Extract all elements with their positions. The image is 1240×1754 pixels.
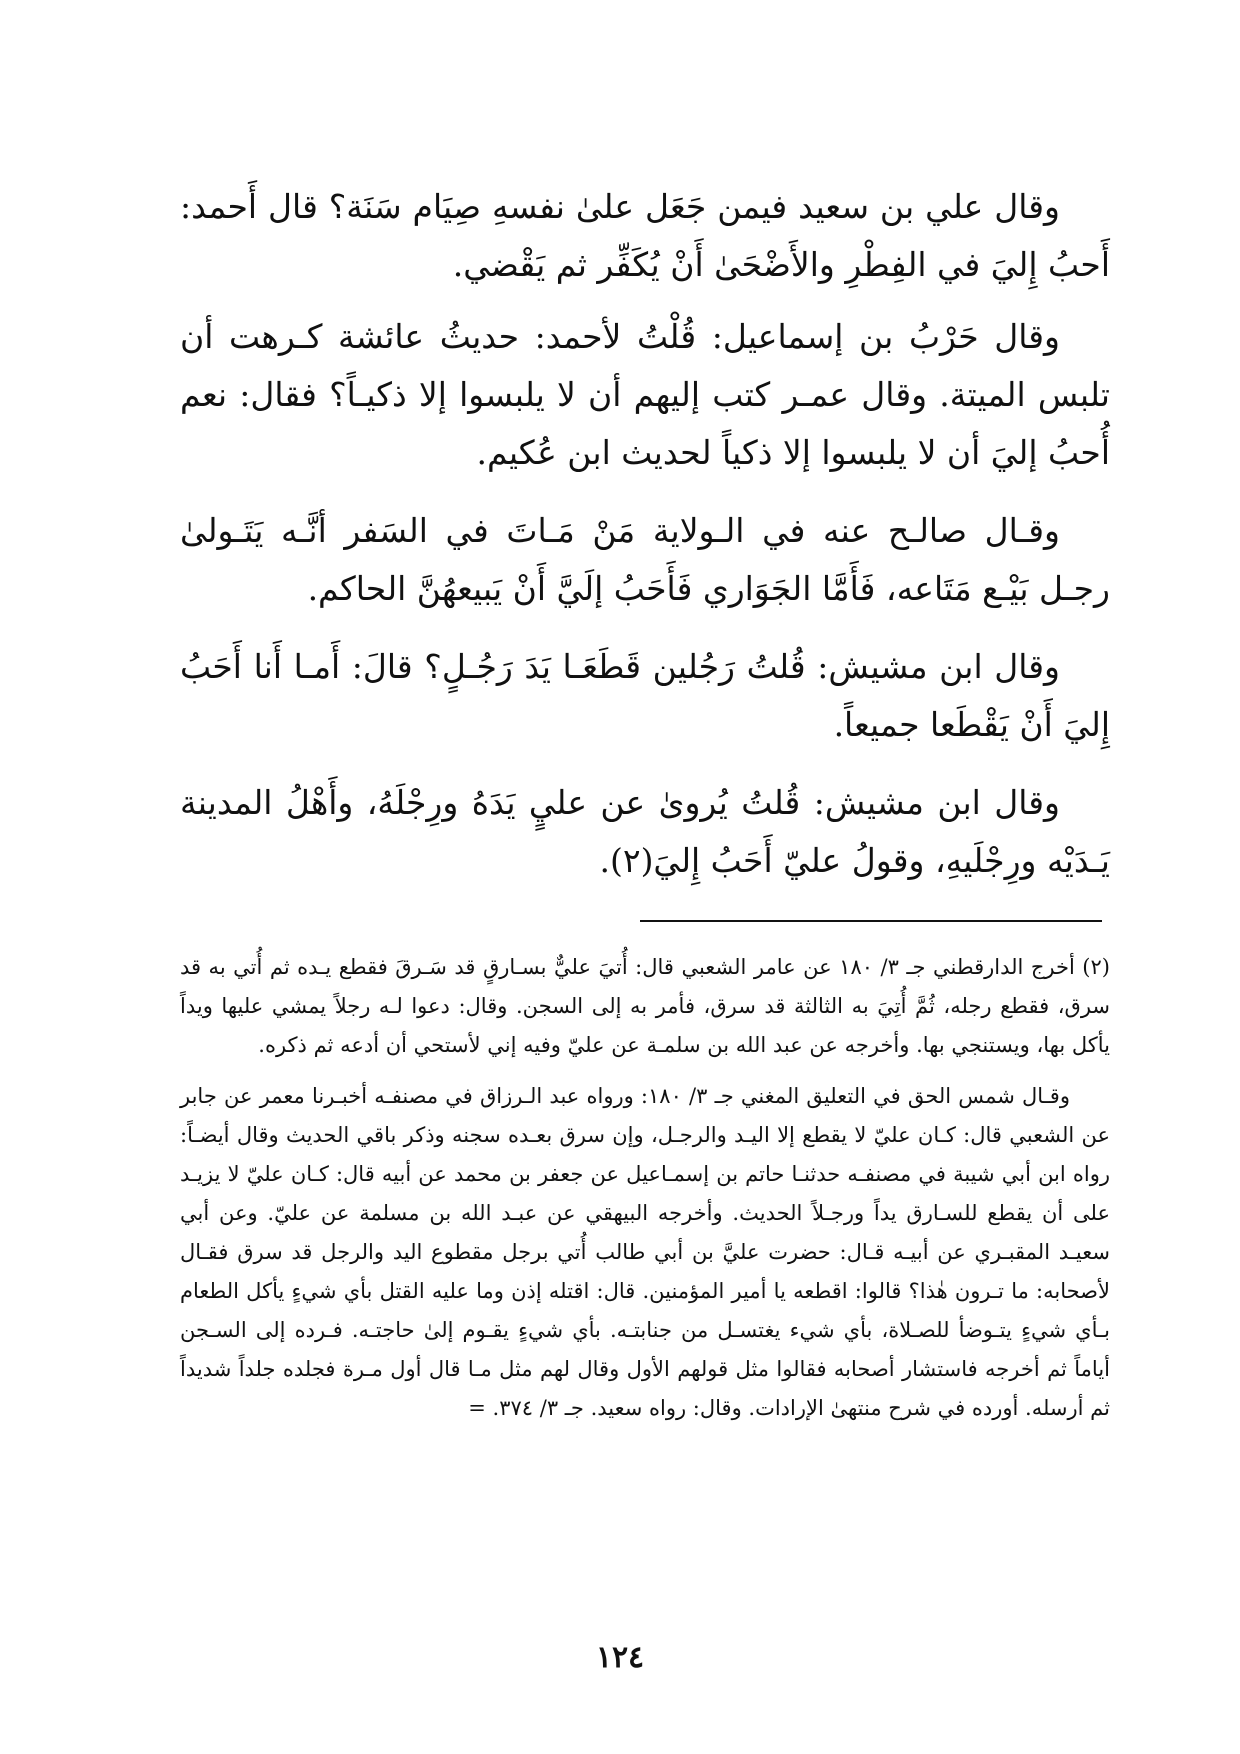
footnotes <box>180 948 1110 1440</box>
page-number: ١٢٤ <box>595 1640 645 1675</box>
paragraph-5: وقال ابن مشيش: قُلتُ يُروىٰ عن عليٍ يَدَهُ ورِجْلَهُ، وأَهْلُ المدينة يَـدَيْه ورِجْلَيهِ، وقولُ عليّ أَحَبُ إِليَ(٢). <box>180 783 1110 880</box>
paragraph-4: وقال ابن مشيش: قُلتُ رَجُلين قَطَعَـا يَدَ رَجُـلٍ؟ قالَ: أَمـا أَنا أَحَبُ إِليَ أَنْ يَقْطَعا جميعاً. <box>180 647 1110 744</box>
footnote-divider <box>640 920 1102 922</box>
paragraph-3: وقـال صالـح عنه في الـولاية مَنْ مَـاتَ في السَفر أنَّـه يَتَـولىٰ رجـل بَيْـع مَتَاعه، فَأَمَّا الجَوَاري فَأَحَبُ إلَيَّ أَنْ يَبيعهُنَّ الحاكم. <box>180 511 1110 608</box>
paragraph-1: وقال علي بن سعيد فيمن جَعَل علىٰ نفسهِ صِيَام سَنَة؟ قال أَحمد: أَحبُ إِليَ في الفِطْرِ والأَضْحَىٰ أَنْ يُكَفِّر ثم يَقْضي. <box>180 187 1110 284</box>
paragraph-2: وقال حَرْبُ بن إسماعيل: قُلْتُ لأحمد: حديثُ عائشة كـرهت أن تلبس الميتة. وقال عمـر كتب إليهم أن لا يلبسوا إلا ذكيـاً؟ فقال: نعم أُحبُ إليَ أن لا يلبسوا إلا ذكياً لحديث ابن عُكيم. <box>180 317 1110 472</box>
footnote-2: (٢) أخرج الدارقطني جـ ٣/ ١٨٠ عن عامر الشعبي قال: أُتيَ عليٌّ بسـارقٍ قد سَـرقَ فقطع يـده ثم أُتي به قد سرق، فقطع رجله، ثُمَّ أُتِيَ به الثالثة قد سرق، فأمر به إلى السجن. وقال: دعوا لـه رجلاً يمشي عليها ويداً يأكل بها، ويستنجي بها. وأخرجه عن عبد الله بن سلمـة عن عليّ وفيه إني لأستحي أن أدعه ثم ذكره. <box>180 955 1110 1057</box>
main-text <box>180 178 1110 904</box>
footnote-2-continued: وقـال شمس الحق في التعليق المغني جـ ٣/ ١٨٠: ورواه عبد الـرزاق في مصنفـه أخبـرنا معمر عن جابر عن الشعبي قال: كـان عليّ لا يقطع إلا اليـد والرجـل، وإن سرق بعـده سجنه وذكر باقي الحديث وقال أيضـاً: رواه ابن أبي شيبة في مصنفـه حدثنـا حاتم بن إسمـاعيل عن جعفر بن محمد عن أبيه قال: كـان عليّ لا يزيـد على أن يقطع للسـارق يداً ورجـلاً الحديث. وأخرجه البيهقي عن عبـد الله بن مسلمة عن عليّ. وعن أبي سعيـد المقبـري عن أبيـه قـال: حضرت عليَّ بن أبي طالب أُتي برجل مقطوع اليد والرجل قد سرق فقـال لأصحابه: ما تـرون هٰذا؟ قالوا: اقطعه يا أمير المؤمنين. قال: اقتله إذن وما عليه القتل بأي شيءٍ يأكل الطعام بـأي شيءٍ يتـوضأ للصـلاة، بأي شيء يغتسـل من جنابتـه. بأي شيءٍ يقـوم إلىٰ حاجتـه. فـرده إلى السـجن أياماً ثم أخرجه فاستشار أصحابه فقالوا مثل قولهم الأول وقال لهم مثل مـا قال أول مـرة فجلده جلداً شديداً ثم أرسله. أورده في شرح منتهىٰ الإرادات. وقال: رواه سعيد. جـ ٣/ ٣٧٤. = <box>180 1084 1110 1420</box>
